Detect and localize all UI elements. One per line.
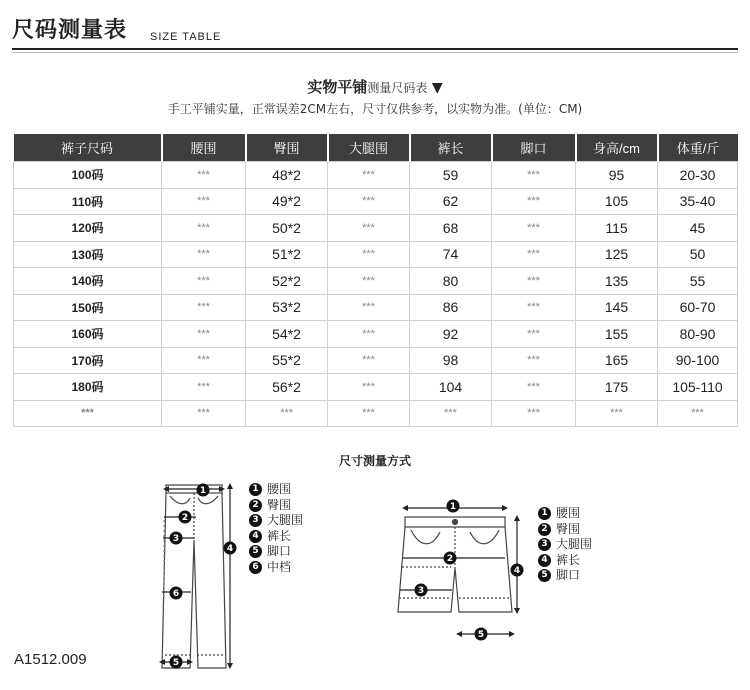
legend-item [538,506,592,522]
table-heading [0,76,750,97]
measure-title: 尺寸测量方式 [338,454,411,468]
table-cell: 62 [410,188,492,215]
column-header: 脚口 [492,134,576,162]
legend-label: 中档 [267,559,292,574]
legend-label: 臀围 [556,521,581,536]
table-cell: 86 [410,294,492,321]
table-cell: 74 [410,241,492,268]
size-cell: 160码 [14,321,162,348]
table-row [14,347,738,374]
table-cell: 125 [576,241,658,268]
table-cell: *** [492,294,576,321]
number-badge-icon: 1 [249,483,262,496]
column-header: 大腿围 [328,134,410,162]
table-row [14,188,738,215]
table-row [14,374,738,401]
table-cell: *** [492,400,576,427]
number-badge-icon: 4 [538,554,551,567]
measurement-diagram [0,470,750,690]
header-divider [12,48,738,50]
number-badge-icon: 5 [538,569,551,582]
page-title: 尺码测量表 [12,18,128,43]
table-cell: 53*2 [246,294,328,321]
svg-text:5: 5 [172,658,180,668]
number-badge-icon: 2 [538,523,551,536]
column-header: 腰围 [162,134,246,162]
svg-text:1: 1 [449,502,457,512]
table-cell: 165 [576,347,658,374]
table-cell: 104 [410,374,492,401]
legend-label: 臀围 [267,497,292,512]
table-row [14,162,738,189]
legend-item [538,553,592,569]
svg-text:2: 2 [446,554,454,564]
table-cell: *** [162,374,246,401]
header-divider-thin [12,52,738,53]
shorts-illustration [398,517,512,612]
table-cell: 60-70 [658,294,738,321]
table-row [14,400,738,427]
size-cell: 140码 [14,268,162,295]
page-header [0,0,750,50]
table-cell: *** [162,400,246,427]
svg-text:3: 3 [417,586,425,596]
table-cell: 115 [576,215,658,242]
shorts-markers [415,500,524,641]
size-cell: *** [14,400,162,427]
table-cell: 52*2 [246,268,328,295]
column-header: 臀围 [246,134,328,162]
table-cell: 80 [410,268,492,295]
size-cell: 180码 [14,374,162,401]
table-cell: 59 [410,162,492,189]
number-badge-icon: 1 [538,507,551,520]
pants-measure-lines [162,486,230,666]
down-arrow-icon: ▼ [431,80,443,96]
table-note: 手工平铺实量，正常误差2CM左右，尺寸仅供参考，以实物为准。(单位：CM) [167,102,583,116]
table-cell: 48*2 [246,162,328,189]
legend-label: 脚口 [556,568,581,582]
table-cell: *** [162,162,246,189]
product-code: A1512.009 [14,651,87,668]
table-cell: *** [162,321,246,348]
table-cell: 35-40 [658,188,738,215]
legend-label: 裤长 [556,552,581,567]
legend-item [249,482,303,498]
table-cell: *** [492,188,576,215]
table-cell: *** [658,400,738,427]
pants-legend [249,482,303,575]
table-cell: *** [328,374,410,401]
legend-item [249,498,303,514]
table-row [14,215,738,242]
svg-text:3: 3 [172,534,180,544]
size-cell: 170码 [14,347,162,374]
number-badge-icon: 5 [249,545,262,558]
column-header: 体重/斤 [658,134,738,162]
table-cell: *** [162,268,246,295]
table-cell: *** [328,294,410,321]
table-cell: *** [328,215,410,242]
table-cell: 92 [410,321,492,348]
table-cell: *** [328,321,410,348]
table-cell: *** [492,241,576,268]
table-cell: *** [492,347,576,374]
svg-text:4: 4 [226,544,234,554]
legend-label: 大腿围 [556,537,593,551]
table-heading-small: 测量尺码表 [367,81,428,95]
table-cell: 145 [576,294,658,321]
legend-item [249,544,303,560]
table-cell: *** [162,215,246,242]
table-cell: 90-100 [658,347,738,374]
number-badge-icon: 4 [249,530,262,543]
table-cell: 55 [658,268,738,295]
table-cell: *** [410,400,492,427]
table-row [14,241,738,268]
table-cell: 54*2 [246,321,328,348]
legend-item [538,522,592,538]
legend-label: 裤长 [267,528,292,543]
svg-text:5: 5 [477,630,485,640]
svg-text:6: 6 [172,589,180,599]
column-header: 身高/cm [576,134,658,162]
svg-text:1: 1 [199,486,207,496]
legend-label: 大腿围 [267,513,304,527]
table-cell: *** [492,162,576,189]
table-cell: 105-110 [658,374,738,401]
table-cell: *** [328,162,410,189]
size-cell: 100码 [14,162,162,189]
legend-label: 腰围 [267,482,292,496]
table-cell: *** [328,268,410,295]
number-badge-icon: 3 [538,538,551,551]
svg-text:2: 2 [181,513,189,523]
table-cell: 95 [576,162,658,189]
size-cell: 130码 [14,241,162,268]
table-cell: *** [162,188,246,215]
table-cell: *** [328,347,410,374]
table-row [14,294,738,321]
table-cell: 68 [410,215,492,242]
size-table-header [14,134,738,162]
size-cell: 150码 [14,294,162,321]
legend-item [249,560,303,576]
table-cell: *** [162,347,246,374]
legend-item [249,513,303,529]
table-row [14,268,738,295]
number-badge-icon: 3 [249,514,262,527]
size-cell: 110码 [14,188,162,215]
table-cell: *** [162,294,246,321]
table-cell: 98 [410,347,492,374]
table-cell: 51*2 [246,241,328,268]
table-cell: *** [576,400,658,427]
table-cell: 155 [576,321,658,348]
table-cell: 20-30 [658,162,738,189]
table-cell: 49*2 [246,188,328,215]
legend-label: 腰围 [556,506,581,520]
table-cell: *** [492,215,576,242]
table-cell: 55*2 [246,347,328,374]
pants-markers [170,484,237,669]
legend-label: 脚口 [267,544,292,558]
legend-item [538,537,592,553]
table-cell: 50*2 [246,215,328,242]
table-cell: 105 [576,188,658,215]
table-cell: 175 [576,374,658,401]
size-cell: 120码 [14,215,162,242]
table-row [14,321,738,348]
svg-text:4: 4 [513,566,521,576]
pants-illustration [162,485,226,668]
table-cell: 45 [658,215,738,242]
table-cell: *** [328,400,410,427]
column-header: 裤长 [410,134,492,162]
table-cell: *** [328,241,410,268]
table-cell: *** [492,374,576,401]
size-table [13,134,738,427]
table-cell: 56*2 [246,374,328,401]
table-cell: *** [492,321,576,348]
legend-item [249,529,303,545]
number-badge-icon: 6 [249,561,262,574]
table-cell: *** [246,400,328,427]
table-cell: 80-90 [658,321,738,348]
table-heading-main: 实物平铺 [307,78,368,96]
table-cell: 50 [658,241,738,268]
table-cell: *** [328,188,410,215]
number-badge-icon: 2 [249,499,262,512]
shorts-legend [538,506,592,584]
legend-item [538,568,592,584]
table-cell: *** [162,241,246,268]
table-cell: *** [492,268,576,295]
page-title-en: SIZE TABLE [150,31,222,43]
table-cell: 135 [576,268,658,295]
column-header: 裤子尺码 [14,134,162,162]
